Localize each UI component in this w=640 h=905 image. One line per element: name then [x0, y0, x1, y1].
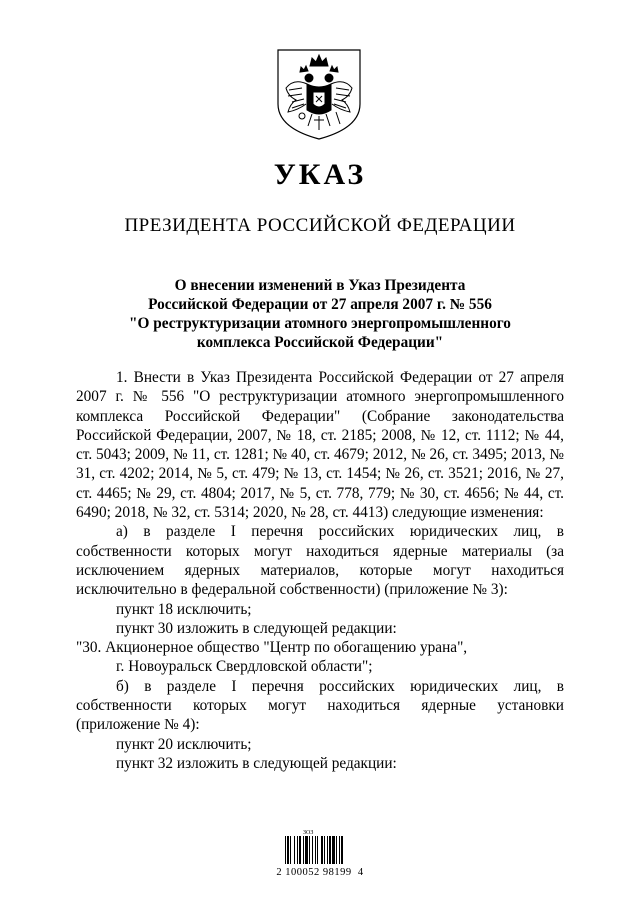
- paragraph-item-20: пункт 20 исключить;: [116, 735, 252, 753]
- heading-line: О внесении изменений в Указ Президента: [174, 277, 466, 294]
- decree-body: [76, 368, 564, 773]
- paragraph-item-32: пункт 32 изложить в следующей редакции:: [116, 754, 397, 772]
- quoted-item-30: "30. Акционерное общество "Центр по обогащению урана",: [76, 639, 468, 657]
- quoted-item-30-cont: г. Новоуральск Свердловской области";: [116, 658, 373, 676]
- heading-line: комплекса Российской Федерации": [196, 334, 444, 351]
- document-title: УКАЗ: [273, 158, 367, 191]
- barcode-number: 2 100052 98199 4: [276, 867, 364, 878]
- heading-line: "О реструктуризации атомного энергопромышленного: [129, 315, 511, 332]
- paragraph-b: б) в разделе I перечня российских юридических лиц, в собственности которых могут находиться ядерные установки (приложение № 4):: [76, 677, 564, 734]
- coat-of-arms-emblem: [274, 44, 364, 142]
- heading-line: Российской Федерации от 27 апреля 2007 г. № 556: [148, 296, 492, 313]
- paragraph-a: а) в разделе I перечня российских юридических лиц, в собственности которых могут находиться ядерные материалы (за исключением ядерных материалов, которые могут находиться исключительно в федеральной собственности) (приложение № 3):: [76, 523, 564, 599]
- paragraph-item-18: пункт 18 исключить;: [116, 600, 252, 618]
- paragraph-1: 1. Внести в Указ Президента Российской Федерации от 27 апреля 2007 г. № 556 "О реструктуризации атомного энергопромышленного комплекса Российской Федерации" (Собрание законодательства Российской Федерации, 2007, № 18, ст. 2185; 2008, № 12, ст. 1112; № 44, ст. 5043; 2009, № 11, ст. 1281; № 40, ст. 4679; 2012, № 26, ст. 3495; 2013, № 31, ст. 4202; 2014, № 5, ст. 479; № 13, ст. 1454; № 26, ст. 3521; 2016, № 27, ст. 4465; № 29, ст. 4804; 2017, № 5, ст. 778, 779; № 30, ст. 4656; № 44, ст. 6490; 2018, № 32, ст. 5314; 2020, № 28, ст. 4413) следующие изменения:: [76, 369, 564, 522]
- paragraph-item-30: пункт 30 изложить в следующей редакции:: [116, 619, 397, 637]
- document-subtitle: ПРЕЗИДЕНТА РОССИЙСКОЙ ФЕДЕРАЦИИ: [124, 215, 516, 236]
- barcode-mark: ЗОЗ: [303, 830, 314, 836]
- decree-heading: [80, 276, 560, 352]
